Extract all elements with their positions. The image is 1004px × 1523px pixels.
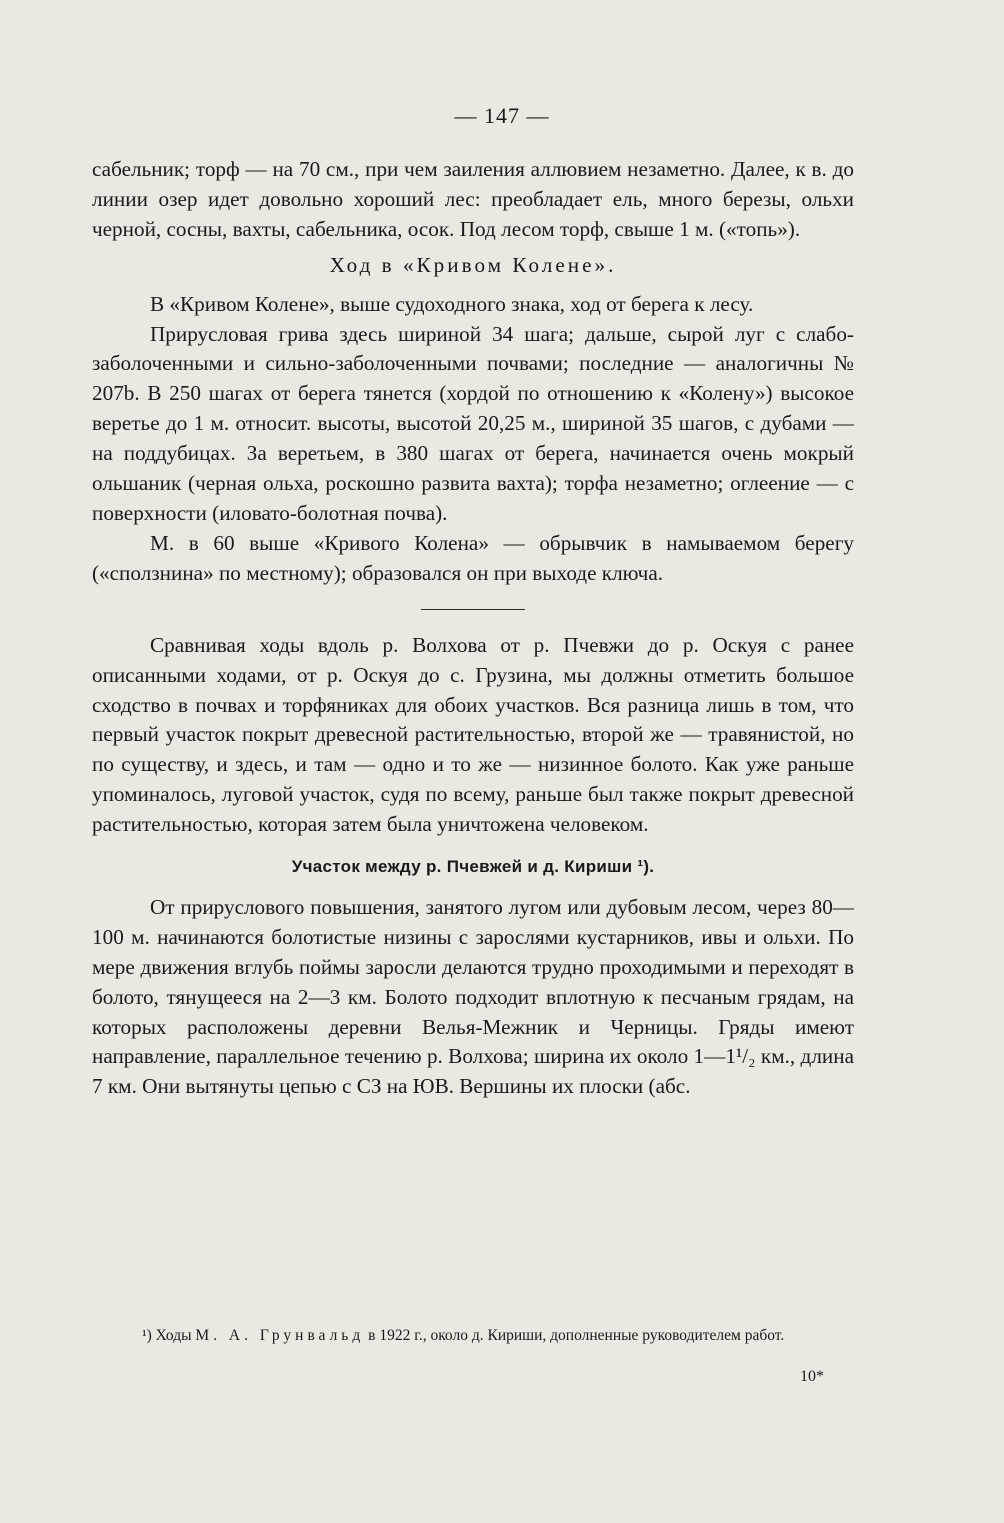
footnote-text [92,1325,854,1347]
paragraph-continued: сабельник; торф — на 70 см., при чем заиления аллювием незаметно. Далее, к в. до линии озер идет довольно хороший лес: преобладает ель, много березы, ольхи черной, сосны, вахты, сабельника, осок. Под лесом торф, свыше 1 м. («топь»). [92,157,854,241]
footnote [92,1325,854,1347]
paragraph: М. в 60 выше «Кривого Колена» — обрывчик в намываемом берегу («сползнина» по местному); образовался он при выходе ключа. [92,530,854,585]
footnote-marker: ¹) Ходы [142,1327,192,1344]
section-heading-krivoe-koleno: Ход в «Кривом Колене». [329,252,617,277]
paragraph: От прируслового повышения, занятого лугом или дубовым лесом, через 80—100 м. начинаются болотистые низины с зарослями кустарников, ивы и ольхи. По мере движения вглубь поймы заросли делаются трудно проходимыми и переходят в болото, тянущееся на 2—3 км. Болото подходит вплотную к песчаным грядам, на которых расположены деревни Велья-Межник и Черницы. Гряды имеют направление, параллельное течению р. Волхова; ширина их около 1—1¹/₂ км., длина 7 км. Они вытянуты цепью с СЗ на ЮВ. Вершины их плоски (абс. [92,894,854,1099]
section-divider [421,609,525,610]
paragraph: В «Кривом Колене», выше судоходного знака, ход от берега к лесу. [150,291,754,316]
body-text [92,155,854,1102]
page-number: — 147 — [454,103,550,128]
section-heading-uchastok: Участок между р. Пчевжей и д. Кириши ¹). [291,857,655,877]
footnote-author: М. А. Грунвальд [195,1327,365,1344]
paragraph: Прирусловая грива здесь шириной 34 шага; дальше, сырой луг с слабо-заболоченными и сильно-заболоченными почвами; последние — аналогичны № 207b. В 250 шагах от берега тянется (хордой по отношению к «Колену») высокое веретье до 1 м. относит. высоты, высотой 20,25 м., шириной 35 шагов, с дубами — на поддубицах. За веретьем, в 380 шагах от берега, начинается очень мокрый ольшаник (черная ольха, роскошно развита вахта); торфа незаметно; оглеение — с поверхности (иловато-болотная почва). [92,321,854,525]
signature-mark: 10* [800,1368,824,1385]
paragraph: Сравнивая ходы вдоль р. Волхова от р. Пчевжи до р. Оскуя с ранее описанными ходами, от р. Оскуя до с. Грузина, мы должны отметить большое сходство в почвах и торфяниках для обоих участков. Вся разница лишь в том, что первый участок покрыт древесной растительностью, второй же — травянистой, но по существу, и здесь, и там — одно и то же — низинное болото. Как уже раньше упоминалось, луговой участок, судя по всему, раньше был также покрыт древесной растительностью, которая затем была уничтожена человеком. [92,632,854,837]
footnote-rest: в 1922 г., около д. Кириши, дополненные руководителем работ. [368,1327,785,1344]
